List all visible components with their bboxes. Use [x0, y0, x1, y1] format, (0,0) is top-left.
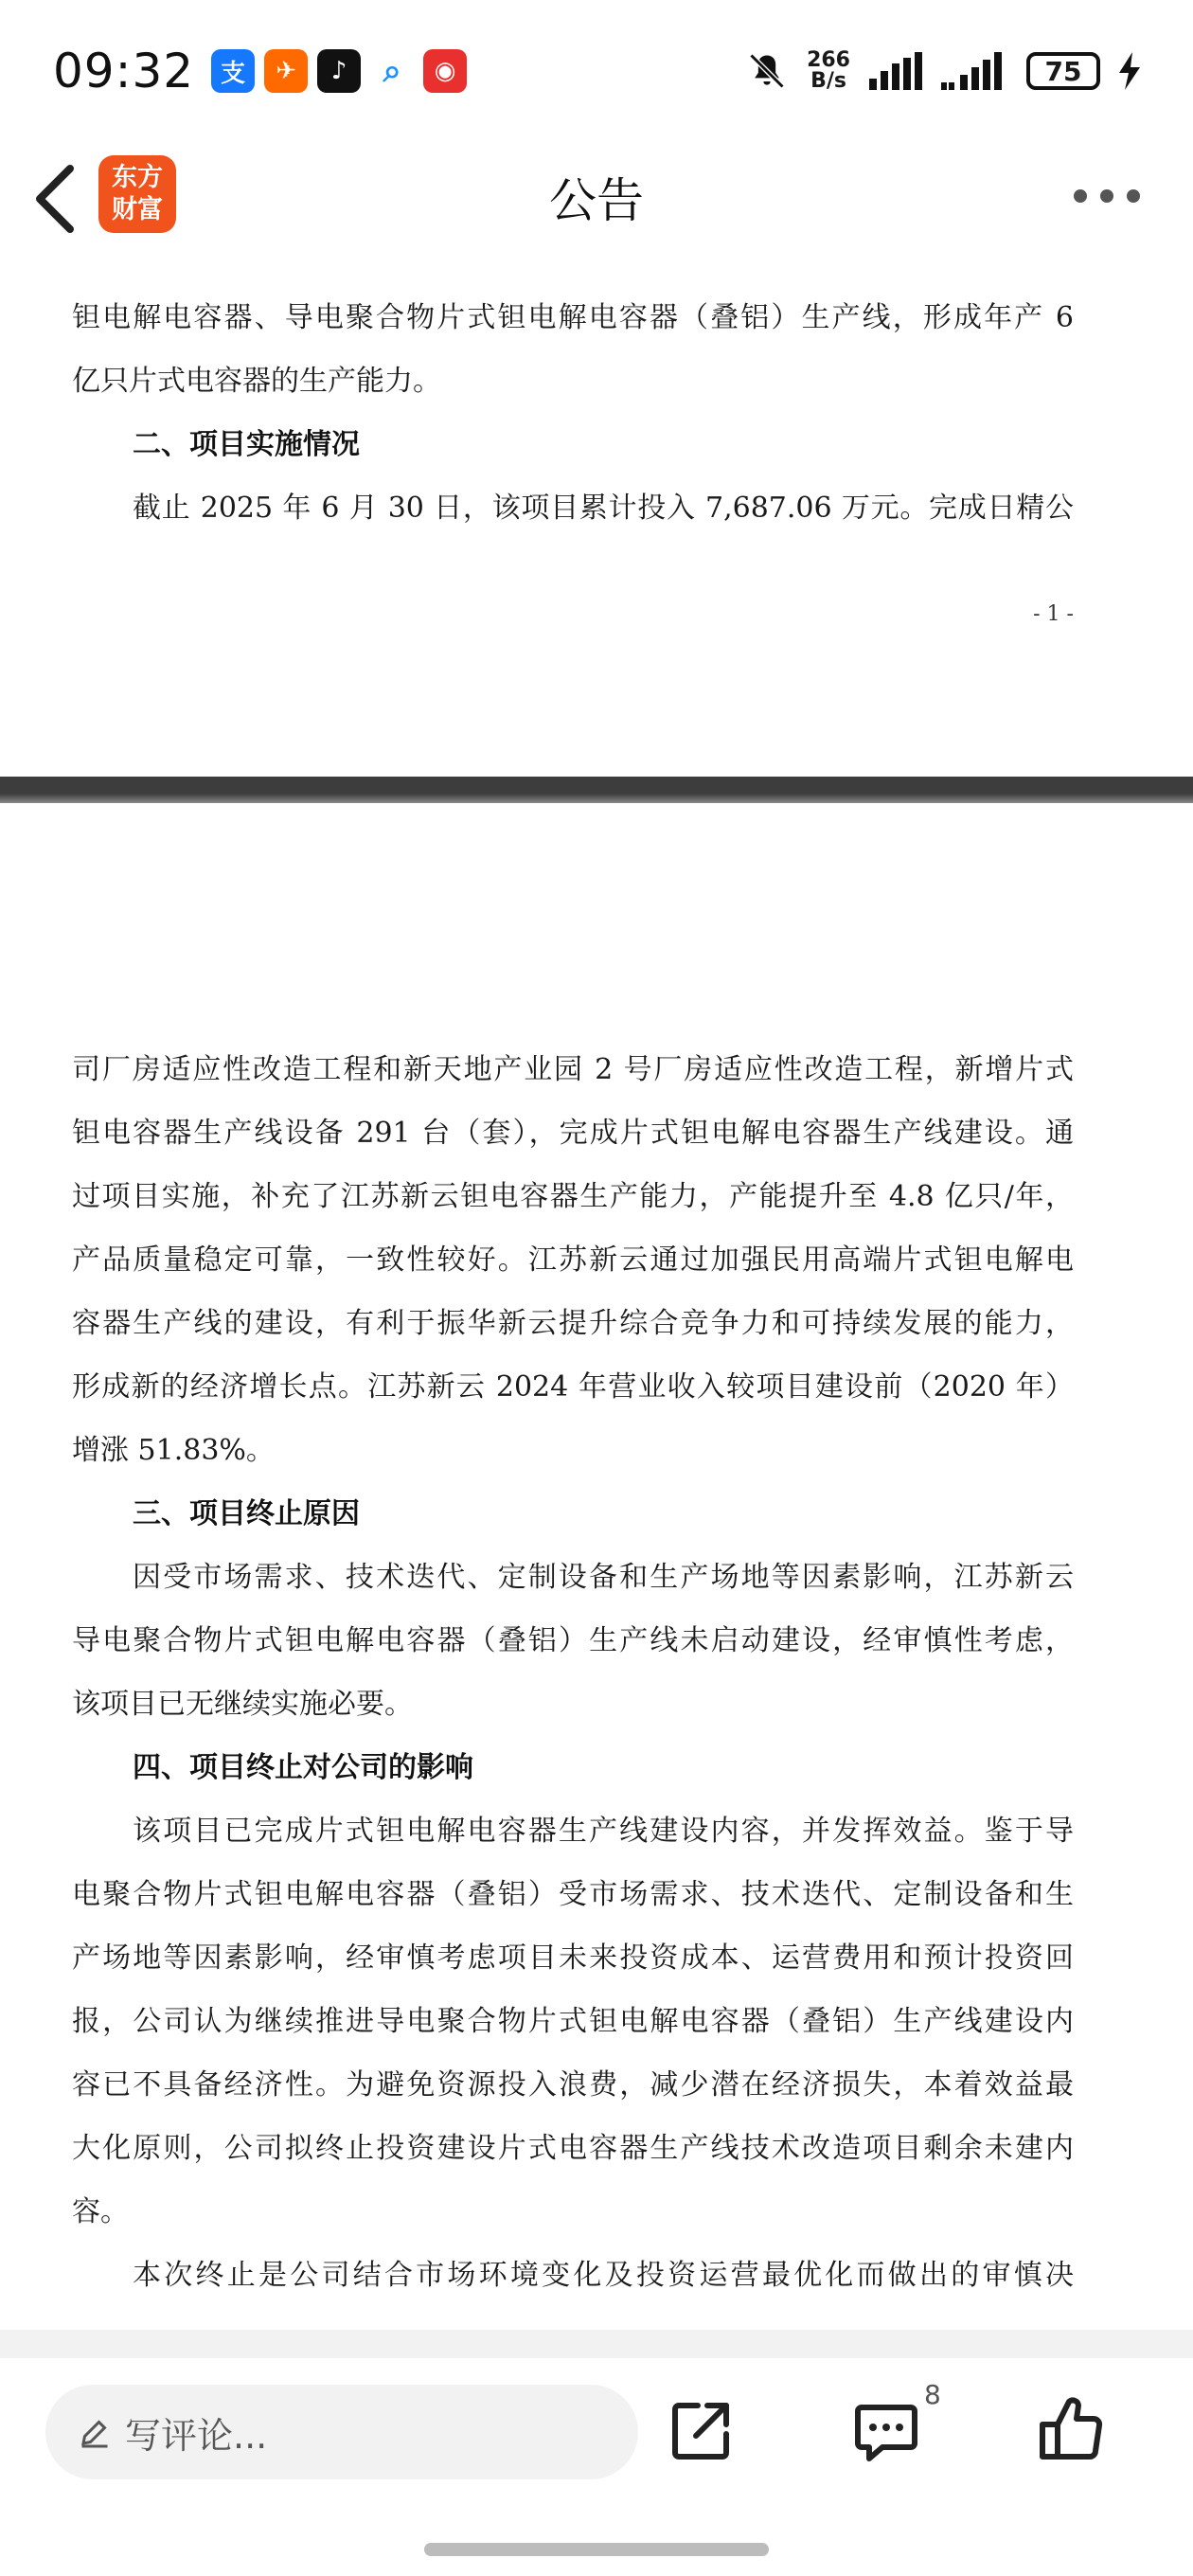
comment-input[interactable] — [45, 2385, 638, 2479]
page-title: 公告 — [549, 173, 644, 228]
chat-bubble-app-icon: ⌕ — [370, 49, 414, 93]
document-line: 亿只片式电容器的生产能力。 — [72, 365, 441, 398]
bottom-bar-shadow — [0, 2330, 1193, 2358]
share-icon[interactable] — [668, 2396, 736, 2464]
document-line: 过项目实施，补充了江苏新云钽电容器生产能力，产能提升至 4.8 亿只/年， — [72, 1180, 1074, 1213]
thumbs-up-icon[interactable] — [1037, 2396, 1105, 2464]
alipay-icon: 支 — [211, 49, 255, 93]
more-dot-icon — [1100, 189, 1113, 203]
network-speed-unit: B/s — [810, 69, 846, 93]
comment-count: 8 — [924, 2379, 941, 2410]
document-line: 导电聚合物片式钽电解电容器（叠铝）生产线未启动建设，经审慎性考虑， — [72, 1624, 1074, 1657]
document-line: 报，公司认为继续推进导电聚合物片式钽电解电容器（叠铝）生产线建设内 — [72, 2005, 1074, 2038]
document-line: 司厂房适应性改造工程和新天地产业园 2 号厂房适应性改造工程，新增片式 — [72, 1053, 1074, 1086]
home-indicator[interactable] — [424, 2543, 769, 2556]
document-line: 因受市场需求、技术迭代、定制设备和生产场地等因素影响，江苏新云 — [133, 1561, 1074, 1594]
tiktok-icon: ♪ — [317, 49, 361, 93]
document-line: 该项目已完成片式钽电解电容器生产线建设内容，并发挥效益。鉴于导 — [133, 1815, 1074, 1848]
document-line: 截止 2025 年 6 月 30 日，该项目累计投入 7,687.06 万元。完成日精公 — [133, 492, 1074, 525]
status-time: 09:32 — [53, 44, 195, 98]
document-line: 电聚合物片式钽电解电容器（叠铝）受市场需求、技术迭代、定制设备和生 — [72, 1878, 1074, 1911]
document-line: 钽电容器生产线设备 291 台（套），完成片式钽电解电容器生产线建设。通 — [72, 1117, 1074, 1150]
signal-icon-2 — [941, 52, 1007, 90]
document-line: 本次终止是公司结合市场环境变化及投资运营最优化而做出的审慎决 — [133, 2259, 1074, 2292]
document-line: 该项目已无继续实施必要。 — [72, 1688, 413, 1721]
signal-icon — [869, 52, 922, 90]
mute-bell-icon — [746, 50, 788, 92]
more-dot-icon — [1074, 189, 1087, 203]
network-speed-value: 266 — [807, 48, 850, 72]
page-separator — [0, 777, 1193, 803]
document-line: 容器生产线的建设，有利于振华新云提升综合竞争力和可持续发展的能力， — [72, 1307, 1074, 1340]
document-line: 产品质量稳定可靠，一致性较好。江苏新云通过加强民用高端片式钽电解电 — [72, 1243, 1074, 1277]
red-app-icon: ◉ — [423, 49, 467, 93]
document-page-1 — [0, 256, 1193, 777]
pen-icon — [78, 2415, 112, 2449]
document-line: 钽电解电容器、导电聚合物片式钽电解电容器（叠铝）生产线，形成年产 6 — [72, 301, 1074, 334]
section-heading-termination-reason: 三、项目终止原因 — [133, 1497, 360, 1530]
network-speed — [807, 50, 850, 92]
document-line: 形成新的经济增长点。江苏新云 2024 年营业收入较项目建设前（2020 年） — [72, 1370, 1074, 1404]
document-line: 产场地等因素影响，经审慎考虑项目未来投资成本、运营费用和预计投资回 — [72, 1941, 1074, 1975]
more-dot-icon — [1127, 189, 1140, 203]
logo-text-line2: 财富 — [112, 195, 163, 224]
paper-plane-app-icon: ✈ — [264, 49, 308, 93]
document-line: 容已不具备经济性。为避免资源投入浪费，减少潜在经济损失，本着效益最 — [72, 2068, 1074, 2102]
battery-indicator: 75 — [1026, 52, 1100, 90]
top-navigation-bar — [0, 142, 1193, 256]
comment-placeholder: 写评论... — [125, 2414, 268, 2457]
more-options-button[interactable] — [1074, 189, 1140, 203]
comment-bubble-icon[interactable] — [852, 2396, 920, 2464]
document-line: 容。 — [72, 2195, 129, 2228]
status-bar — [0, 0, 1193, 142]
charging-bolt-icon — [1119, 52, 1140, 90]
document-line: 大化原则，公司拟终止投资建设片式电容器生产线技术改造项目剩余未建内 — [72, 2132, 1074, 2165]
page-number: - 1 - — [1033, 602, 1074, 626]
bottom-action-bar — [0, 2358, 1193, 2576]
logo-text-line1: 东方 — [112, 163, 163, 192]
document-line: 增涨 51.83%。 — [72, 1434, 275, 1467]
status-indicators — [746, 50, 1140, 92]
section-heading-termination-impact: 四、项目终止对公司的影响 — [133, 1751, 473, 1784]
section-heading-implementation: 二、项目实施情况 — [133, 428, 360, 461]
document-page-2 — [0, 803, 1193, 2330]
status-app-icons — [211, 49, 467, 93]
